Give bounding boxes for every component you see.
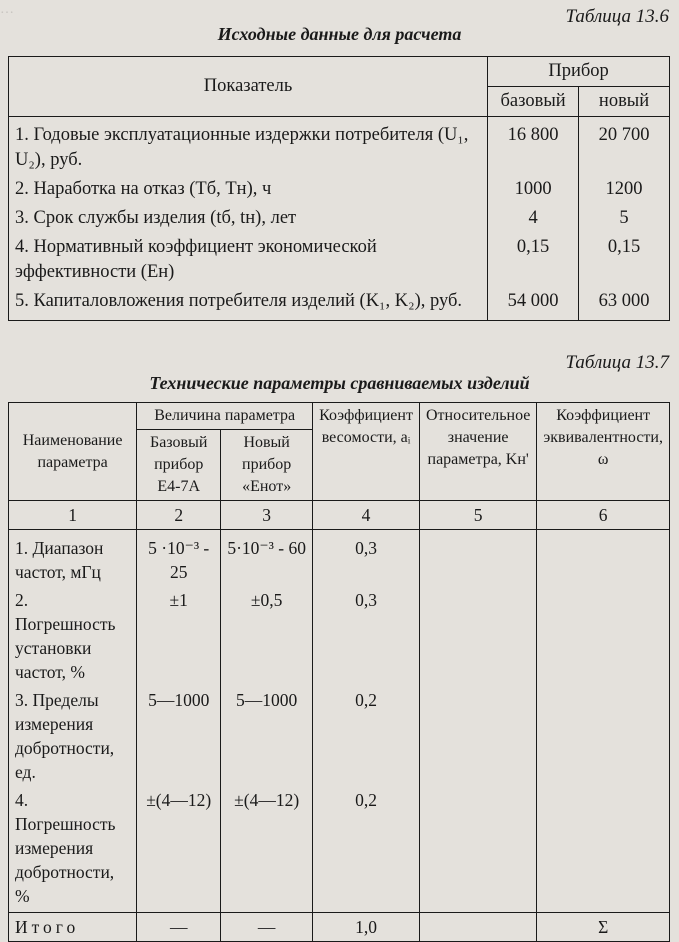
- row-base: 16 800: [488, 117, 579, 176]
- table-row: [9, 530, 670, 587]
- param-equivalence: [537, 530, 670, 587]
- param-new: 5·10⁻³ - 60: [221, 530, 313, 587]
- total-relative: [419, 913, 536, 942]
- row-base: 54 000: [488, 287, 579, 321]
- row-label: 1. Годовые эксплуатационные издержки потребителя (U₁, U₂), руб.: [9, 117, 488, 176]
- total-label: Итого: [9, 913, 137, 942]
- row-new: 20 700: [579, 117, 670, 176]
- header-param-name: Наименование параметра: [9, 403, 137, 501]
- total-weight: 1,0: [313, 913, 420, 942]
- row-new: 63 000: [579, 287, 670, 321]
- param-equivalence: [537, 686, 670, 786]
- param-weight: 0,3: [313, 586, 420, 686]
- row-base: 4: [488, 204, 579, 233]
- row-new: 0,15: [579, 233, 670, 287]
- param-name: 3. Пределы измерения добротности, ед.: [9, 686, 137, 786]
- column-number: 5: [419, 501, 536, 530]
- table-row: [9, 233, 670, 287]
- param-base: 5—1000: [137, 686, 221, 786]
- total-base: —: [137, 913, 221, 942]
- param-name: 4. Погрешность измерения добротности, %: [9, 786, 137, 913]
- param-equivalence: [537, 586, 670, 686]
- table-caption: Таблица 13.7: [565, 352, 669, 373]
- param-name: 1. Диапазон частот, мГц: [9, 530, 137, 587]
- header-device: Прибор: [488, 57, 670, 87]
- header-new: новый: [579, 87, 670, 117]
- column-numbers-row: [9, 501, 670, 530]
- table-title: Исходные данные для расчета: [217, 24, 462, 44]
- row-new: 5: [579, 204, 670, 233]
- param-base: ±1: [137, 586, 221, 686]
- header-base: базовый: [488, 87, 579, 117]
- row-base: 0,15: [488, 233, 579, 287]
- technical-params-table: [8, 402, 670, 942]
- column-number: 2: [137, 501, 221, 530]
- header-weight: Коэффициент весомости, aᵢ: [313, 403, 420, 501]
- table-row: [9, 175, 670, 204]
- param-weight: 0,3: [313, 530, 420, 587]
- header-new-device: Новый прибор «Енот»: [221, 430, 313, 501]
- column-number: 3: [221, 501, 313, 530]
- param-base: ±(4—12): [137, 786, 221, 913]
- row-base: 1000: [488, 175, 579, 204]
- column-number: 4: [313, 501, 420, 530]
- row-label: 4. Нормативный коэффициент экономической эффективности (Eн): [9, 233, 488, 287]
- param-weight: 0,2: [313, 686, 420, 786]
- header-param-value: Величина параметра: [137, 403, 313, 430]
- header-equivalence: Коэффициент эквивалентности, ω: [537, 403, 670, 501]
- column-number: 1: [9, 501, 137, 530]
- param-new: 5—1000: [221, 686, 313, 786]
- source-data-table: [8, 56, 670, 321]
- param-new: ±0,5: [221, 586, 313, 686]
- header-indicator: Показатель: [9, 57, 488, 117]
- table-row: [9, 686, 670, 786]
- table-row: [9, 117, 670, 176]
- param-relative: [419, 786, 536, 913]
- background-text-fragment: …: [0, 2, 14, 17]
- table-row: [9, 586, 670, 686]
- param-relative: [419, 586, 536, 686]
- header-relative: Относительное значение параметра, Kн': [419, 403, 536, 501]
- table-row: [9, 786, 670, 913]
- param-relative: [419, 530, 536, 587]
- param-relative: [419, 686, 536, 786]
- table-row: [9, 287, 670, 321]
- total-new: —: [221, 913, 313, 942]
- table-title: Технические параметры сравниваемых изделий: [149, 373, 530, 393]
- param-equivalence: [537, 786, 670, 913]
- param-base: 5 ·10⁻³ - 25: [137, 530, 221, 587]
- param-new: ±(4—12): [221, 786, 313, 913]
- total-equivalence: Σ: [537, 913, 670, 942]
- row-new: 1200: [579, 175, 670, 204]
- param-name: 2. Погрешность установки частот, %: [9, 586, 137, 686]
- row-label: 5. Капиталовложения потребителя изделий (K₁, K₂), руб.: [9, 287, 488, 321]
- total-row: [9, 913, 670, 942]
- row-label: 2. Наработка на отказ (Tб, Tн), ч: [9, 175, 488, 204]
- table-row: [9, 204, 670, 233]
- param-weight: 0,2: [313, 786, 420, 913]
- header-base-device: Базовый прибор Е4-7А: [137, 430, 221, 501]
- row-label: 3. Срок службы изделия (tб, tн), лет: [9, 204, 488, 233]
- table-caption: Таблица 13.6: [565, 6, 669, 27]
- column-number: 6: [537, 501, 670, 530]
